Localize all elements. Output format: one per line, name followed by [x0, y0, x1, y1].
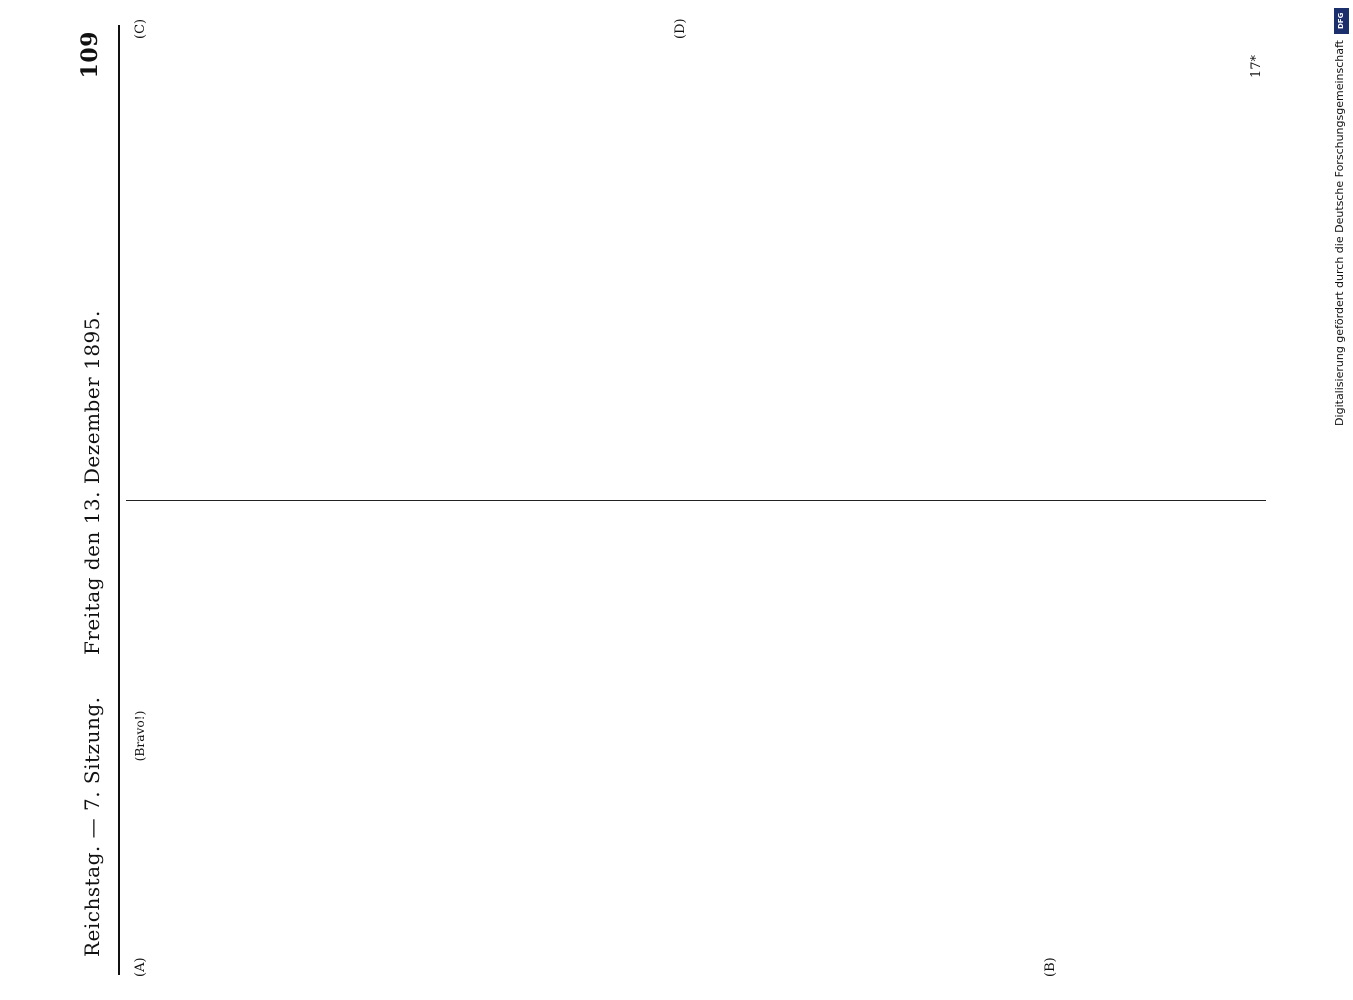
right-column [126, 37, 1266, 489]
header-session: Reichstag. — 7. Sitzung. [79, 696, 104, 957]
left-column [126, 511, 1266, 961]
digitization-note: Digitalisierung gefördert durch die Deutsche Forschungsgemeinschaft [1333, 40, 1346, 426]
page-header [76, 25, 112, 975]
signature-mark: 17* [1248, 55, 1264, 79]
interjection-bravo: (Bravo!) [132, 710, 147, 762]
margin-marker-c: (C) [132, 18, 148, 39]
margin-marker-b: (B) [1042, 957, 1058, 977]
digitization-strip [1331, 0, 1353, 1000]
margin-marker-d: (D) [672, 18, 688, 39]
header-rule [118, 25, 120, 975]
page-number: 109 [76, 31, 103, 79]
rotated-sheet [76, 18, 1272, 977]
dfg-logo: DFG [1334, 8, 1349, 34]
header-date: Freitag den 13. Dezember 1895. [79, 310, 104, 655]
column-divider [126, 500, 1266, 501]
margin-marker-a: (A) [132, 957, 148, 977]
